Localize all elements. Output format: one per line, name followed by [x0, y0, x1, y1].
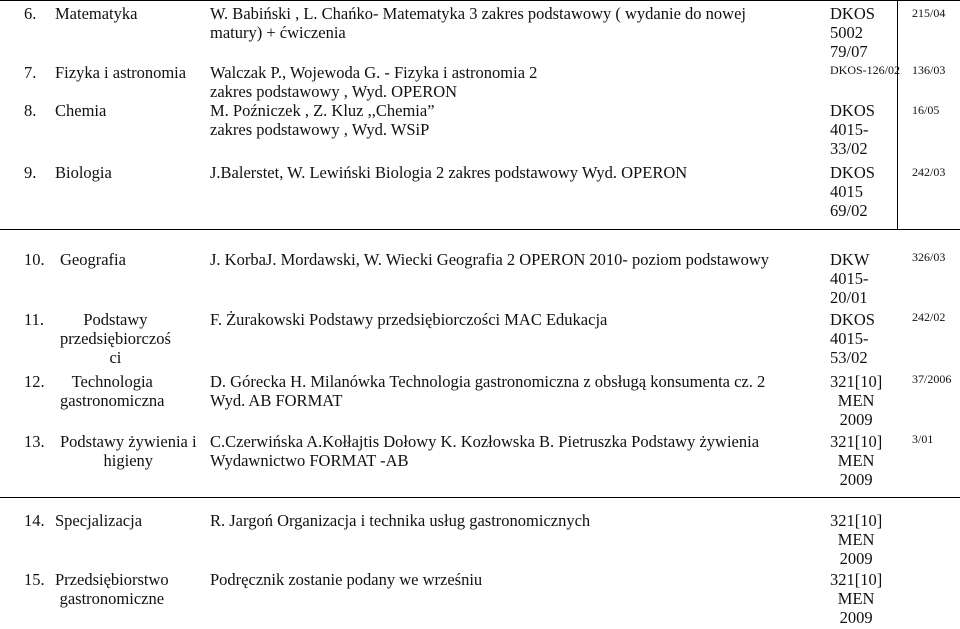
- row-number: 12.: [24, 372, 45, 391]
- row-approval: 321[10] MEN 2009: [830, 372, 883, 429]
- row-approval: DKW 4015- 20/01: [830, 250, 870, 307]
- row-textbook: J.Balerstet, W. Lewiński Biologia 2 zakres podstawowy Wyd. OPERON: [210, 163, 688, 182]
- row-number: 9.: [24, 163, 37, 182]
- row-approval: 321[10] MEN 2009: [830, 432, 883, 489]
- row-number: 10.: [24, 250, 45, 269]
- row-subject: Biologia: [55, 163, 112, 182]
- table-rule: [0, 497, 960, 498]
- row-subject: Podstawy przedsiębiorczoś ci: [60, 310, 171, 367]
- row-number: 13.: [24, 432, 45, 451]
- row-code: 242/03: [912, 165, 946, 179]
- table-rule: [0, 229, 960, 230]
- row-number: 14.: [24, 511, 45, 530]
- row-textbook: W. Babiński , L. Chańko- Matematyka 3 zakres podstawowy ( wydanie do nowej matury) + ćwiczenia: [210, 4, 746, 42]
- row-code: 37/2006: [912, 372, 952, 386]
- row-number: 8.: [24, 101, 37, 120]
- row-number: 7.: [24, 63, 37, 82]
- row-textbook: D. Górecka H. Milanówka Technologia gastronomiczna z obsługą konsumenta cz. 2 Wyd. AB FORMAT: [210, 372, 766, 410]
- row-subject: Specjalizacja: [55, 511, 143, 530]
- row-code: 242/02: [912, 310, 946, 324]
- row-approval: DKOS 5002 79/07: [830, 4, 875, 61]
- row-textbook: F. Żurakowski Podstawy przedsiębiorczości MAC Edukacja: [210, 310, 608, 329]
- row-approval: DKOS 4015- 33/02: [830, 101, 875, 158]
- row-approval: 321[10] MEN 2009: [830, 511, 883, 568]
- row-code: 215/04: [912, 6, 946, 20]
- table-rule-top: [0, 0, 960, 1]
- row-subject: Matematyka: [55, 4, 138, 23]
- table-column-rule: [897, 0, 898, 229]
- row-subject: Technologia gastronomiczna: [60, 372, 165, 410]
- row-code: 326/03: [912, 250, 946, 264]
- row-approval: DKOS 4015- 53/02: [830, 310, 875, 367]
- row-number: 11.: [24, 310, 45, 329]
- row-approval: DKOS 4015 69/02: [830, 163, 875, 220]
- row-subject: Przedsiębiorstwo gastronomiczne: [55, 570, 169, 608]
- row-textbook: Walczak P., Wojewoda G. - Fizyka i astronomia 2 zakres podstawowy , Wyd. OPERON: [210, 63, 538, 101]
- row-approval: DKOS-126/02: [830, 63, 901, 77]
- row-code: 3/01: [912, 432, 934, 446]
- row-textbook: R. Jargoń Organizacja i technika usług gastronomicznych: [210, 511, 591, 530]
- row-subject: Geografia: [60, 250, 126, 269]
- row-subject: Fizyka i astronomia: [55, 63, 187, 82]
- row-approval: 321[10] MEN 2009: [830, 570, 883, 627]
- row-subject: Chemia: [55, 101, 107, 120]
- row-subject: Podstawy żywienia i higieny: [60, 432, 197, 470]
- row-number: 15.: [24, 570, 45, 589]
- row-textbook: M. Poźniczek , Z. Kluz ,,Chemia” zakres podstawowy , Wyd. WSiP: [210, 101, 435, 139]
- row-code: 136/03: [912, 63, 946, 77]
- row-textbook: Podręcznik zostanie podany we wrześniu: [210, 570, 483, 589]
- row-textbook: J. KorbaJ. Mordawski, W. Wiecki Geografia 2 OPERON 2010- poziom podstawowy: [210, 250, 770, 269]
- row-code: 16/05: [912, 103, 940, 117]
- row-textbook: C.Czerwińska A.Kołłajtis Dołowy K. Kozłowska B. Pietruszka Podstawy żywienia Wydawnictwo FORMAT -AB: [210, 432, 760, 470]
- row-number: 6.: [24, 4, 37, 23]
